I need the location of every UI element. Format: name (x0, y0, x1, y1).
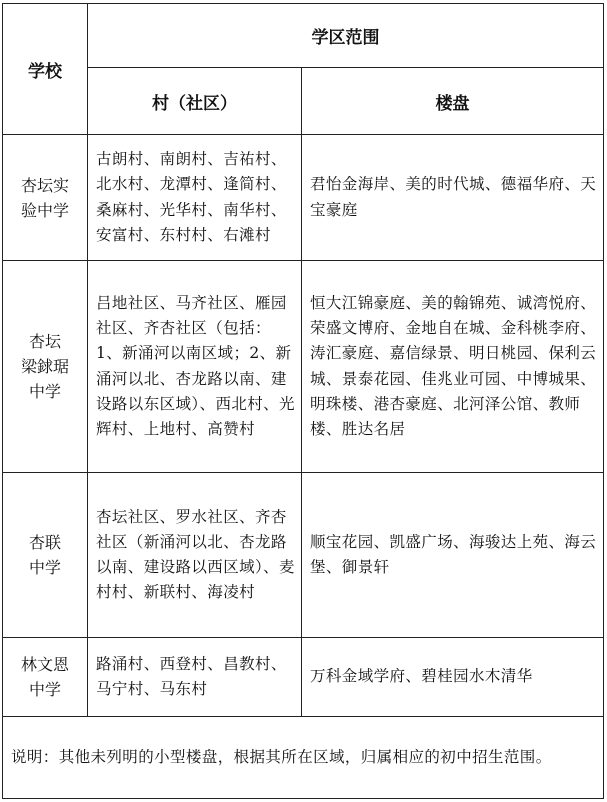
village-list: 杏坛社区、罗水社区、齐杏社区（新涌河以北、杏龙路以南、建设路以西区域）、麦村村、新联村、海凌村 (96, 507, 295, 602)
estate-list: 恒大江锦豪庭、美的翰锦苑、诚湾悦府、荣盛文博府、金地自在城、金科桃李府、涛汇豪庭、嘉信绿景、明日桃园、保利云城、景泰花园、佳兆业可园、中博城果、明珠楼、港杏豪庭、北河泽公馆、教师楼、胜达名居 (310, 293, 597, 438)
village-list: 古朗村、南朗村、吉祐村、北水村、龙潭村、逢简村、桑麻村、光华村、南华村、安富村、东村村、右滩村 (96, 150, 287, 244)
village-list: 吕地社区、马齐社区、雁园社区、齐杏社区（包括：1、新涌河以南区域；2、新涌河以北、杏龙路以南、建设路以东区域）、西北村、光辉村、上地村、高赞村 (96, 293, 295, 438)
school-name: 杏坛实 验中学 (20, 175, 69, 220)
estate-list: 顺宝花园、凯盛广场、海骏达上苑、海云堡、御景轩 (310, 532, 597, 576)
village-list: 路涌村、西登村、昌教村、马宁村、马东村 (96, 654, 287, 698)
school-name: 杏联 中学 (28, 533, 61, 577)
header-district-range: 学区范围 (311, 28, 380, 48)
school-district-table (2, 3, 604, 799)
estate-list: 君怡金海岸、美的时代城、德福华府、天宝豪庭 (310, 175, 597, 219)
estate-list: 万科金域学府、碧桂园水木清华 (310, 667, 533, 686)
school-name: 林文恩 中学 (20, 655, 69, 699)
table-note: 说明：其他未列明的小型楼盘，根据其所在区域，归属相应的初中招生范围。 (11, 748, 552, 766)
header-estates: 楼盘 (435, 93, 470, 114)
header-school: 学校 (28, 61, 62, 82)
school-name: 杏坛 梁銶琚 中学 (20, 332, 69, 401)
header-village: 村（社区） (152, 93, 237, 114)
